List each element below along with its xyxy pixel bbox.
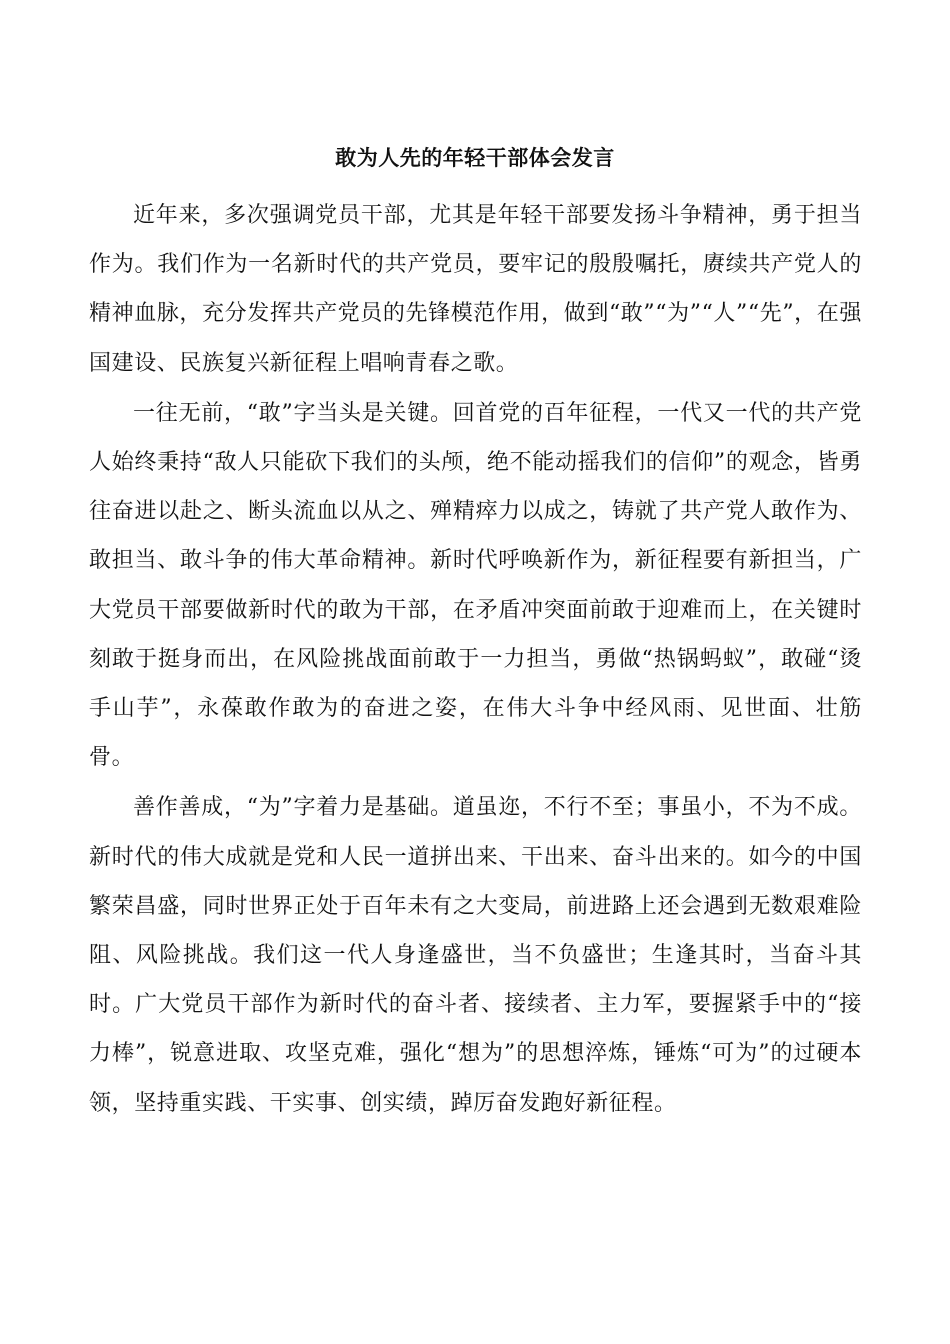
paragraph-3: 善作善成，“为”字着力是基础。道虽迩，不行不至；事虽小，不为不成。新时代的伟大成就是党和人民一道拼出来、干出来、奋斗出来的。如今的中国繁荣昌盛，同时世界正处于百年未有之大变局，前进路上还会遇到无数艰难险阻、风险挑战。我们这一代人身逢盛世，当不负盛世；生逢其时，当奋斗其时。广大党员干部作为新时代的奋斗者、接续者、主力军，要握紧手中的“接力棒”，锐意进取、攻坚克难，强化“想为”的思想淬炼，锤炼“可为”的过硬本领，坚持重实践、干实事、创实绩，踔厉奋发跑好新征程。 [89,795,862,1116]
paragraph-1: 近年来，多次强调党员干部，尤其是年轻干部要发扬斗争精神，勇于担当作为。我们作为一名新时代的共产党员，要牢记的殷殷嘱托，赓续共产党人的精神血脉，充分发挥共产党员的先锋模范作用，做到“敢”“为”“人”“先”，在强国建设、民族复兴新征程上唱响青春之歌。 [89,203,862,376]
document-title: 敢为人先的年轻干部体会发言 [335,145,615,170]
document-body [89,191,862,1129]
paragraph-2: 一往无前，“敢”字当头是关键。回首党的百年征程，一代又一代的共产党人始终秉持“敌人只能砍下我们的头颅，绝不能动摇我们的信仰”的观念，皆勇往奋进以赴之、断头流血以从之、殚精瘁力以成之，铸就了共产党人敢作为、敢担当、敢斗争的伟大革命精神。新时代呼唤新作为，新征程要有新担当，广大党员干部要做新时代的敢为干部，在矛盾冲突面前敢于迎难而上，在关键时刻敢于挺身而出，在风险挑战面前敢于一力担当，勇做“热锅蚂蚁”，敢碰“烫手山芋”，永葆敢作敢为的奋进之姿，在伟大斗争中经风雨、见世面、壮筋骨。 [89,400,862,771]
